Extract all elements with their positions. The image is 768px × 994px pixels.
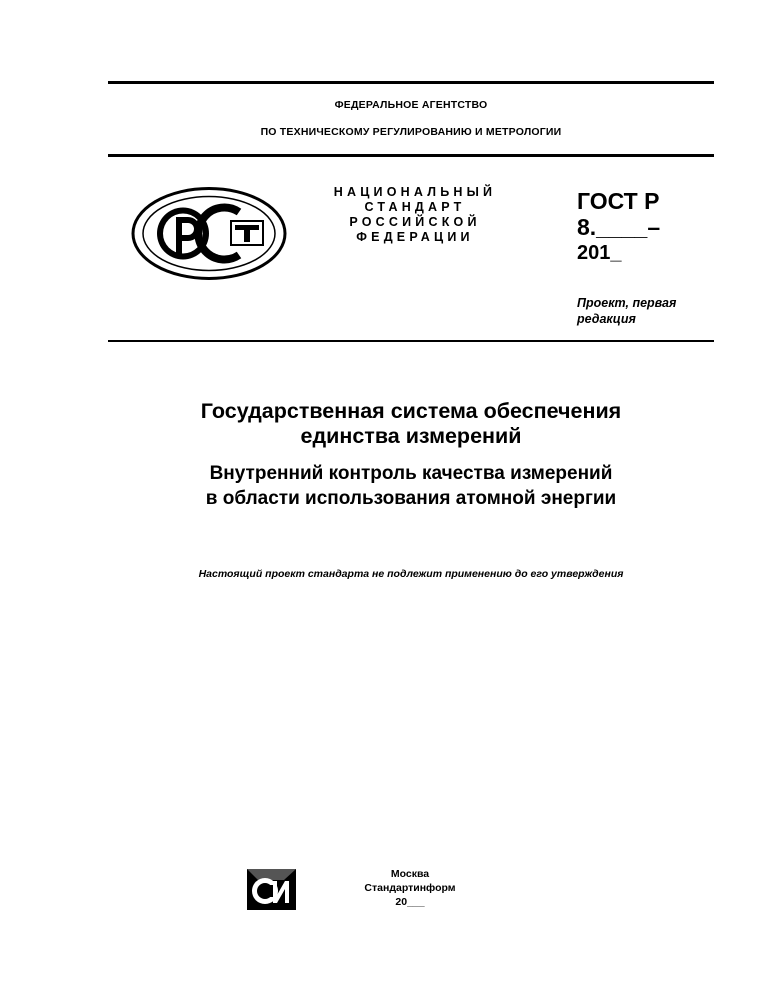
publication-city: Москва	[390, 868, 430, 880]
rst-certification-logo-icon	[131, 187, 287, 280]
title-rule	[108, 340, 714, 342]
header-rule	[108, 154, 714, 157]
standartinform-logo-icon	[244, 866, 299, 913]
agency-line-1: ФЕДЕРАЛЬНОЕ АГЕНТСТВО	[334, 99, 488, 111]
national-standard-line-3: РОССИЙСКОЙ	[349, 215, 481, 229]
gost-designation-line-2: 8.____–	[577, 214, 661, 240]
main-title-line-1: Государственная система обеспечения	[200, 399, 622, 423]
gost-designation-line-3: 201_	[577, 242, 622, 264]
top-rule	[108, 81, 714, 84]
subtitle-line-1: Внутренний контроль качества измерений	[209, 463, 613, 484]
agency-line-2: ПО ТЕХНИЧЕСКОМУ РЕГУЛИРОВАНИЮ И МЕТРОЛОГИИ	[260, 126, 562, 138]
publication-year: 20___	[395, 896, 425, 908]
draft-status-line-2: редакция	[577, 312, 636, 326]
main-title-line-2: единства измерений	[300, 424, 522, 448]
draft-status-line-1: Проект, первая	[577, 296, 677, 310]
draft-notice: Настоящий проект стандарта не подлежит применению до его утверждения	[198, 568, 624, 580]
national-standard-line-4: ФЕДЕРАЦИИ	[356, 230, 474, 244]
national-standard-line-1: НАЦИОНАЛЬНЫЙ	[333, 185, 497, 199]
publisher-name: Стандартинформ	[364, 882, 456, 894]
national-standard-line-2: СТАНДАРТ	[364, 200, 466, 214]
gost-designation-line-1: ГОСТ Р	[577, 188, 660, 214]
subtitle-line-2: в области использования атомной энергии	[205, 488, 617, 509]
